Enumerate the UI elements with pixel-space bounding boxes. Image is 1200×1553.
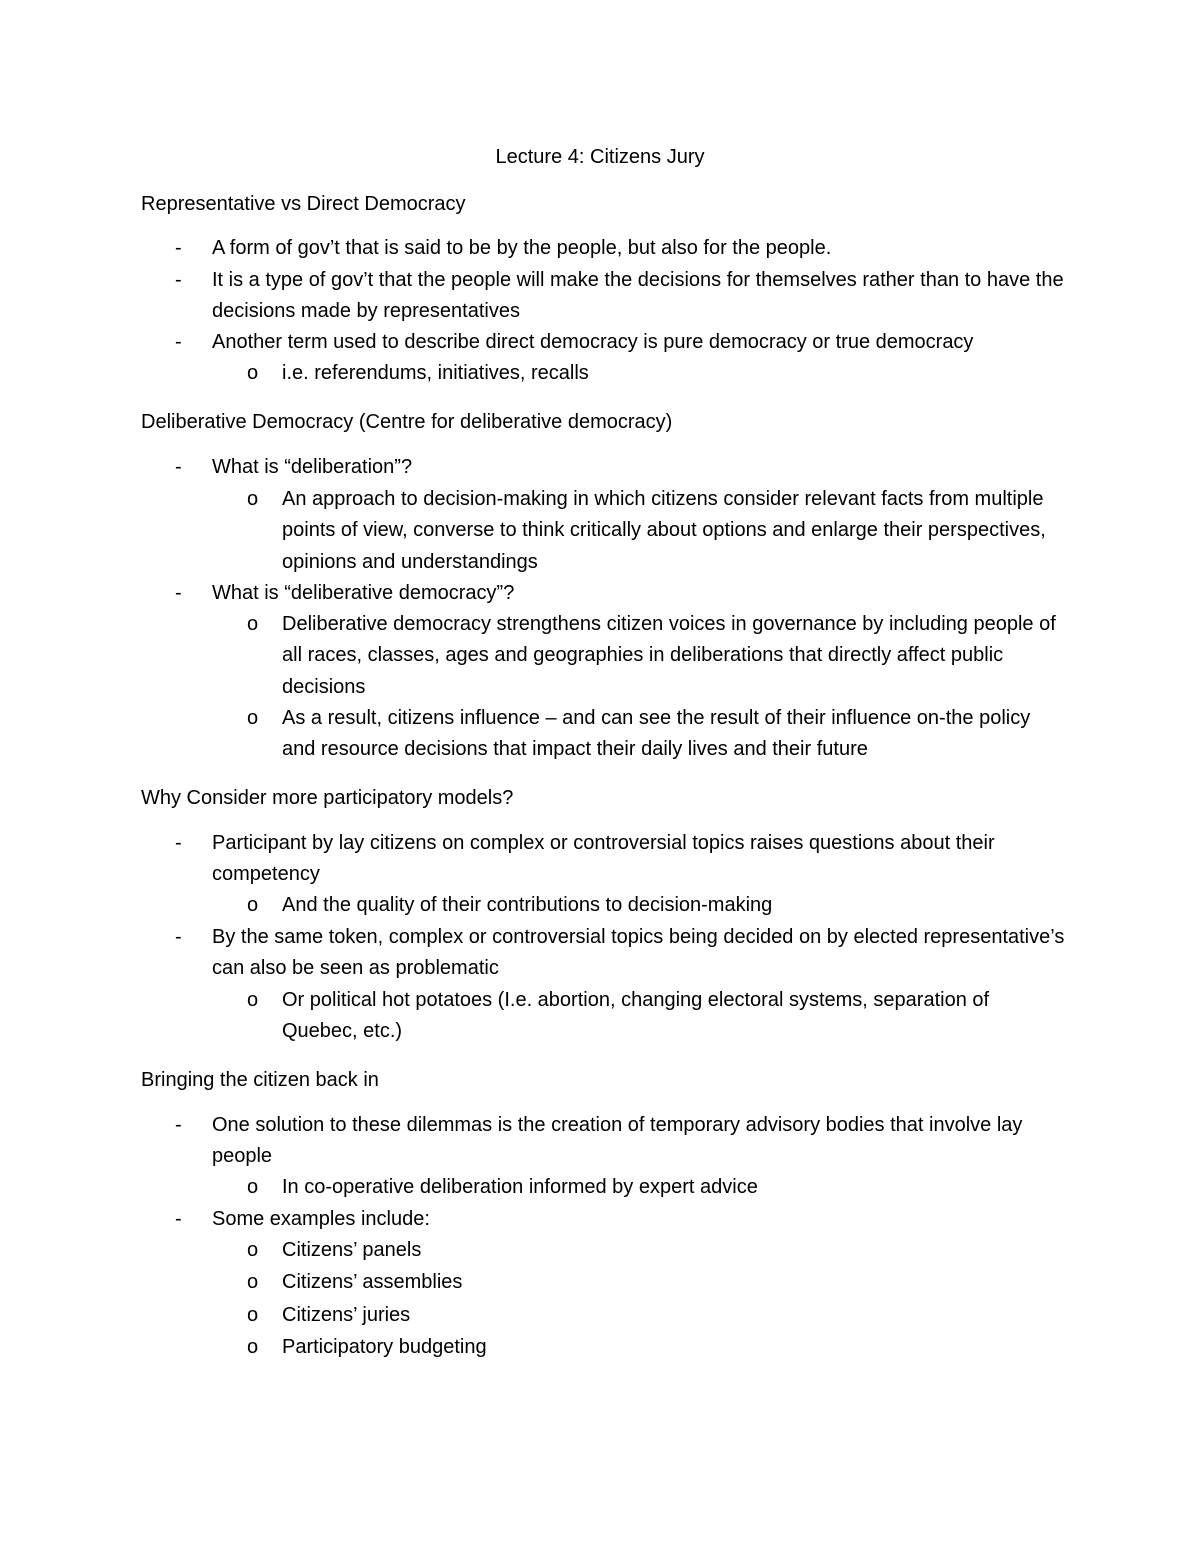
page-title: Lecture 4: Citizens Jury [495, 146, 705, 168]
section-heading: Representative vs Direct Democracy [141, 193, 466, 215]
bullet-item [175, 828, 1065, 891]
bullet-text: In co-operative deliberation informed by expert advice [282, 1176, 758, 1198]
bullet-item [175, 578, 1065, 609]
bullet-text: Citizens’ juries [282, 1304, 411, 1326]
dash-bullet: - [175, 1114, 182, 1136]
section-heading: Bringing the citizen back in [141, 1069, 379, 1091]
circle-bullet: o [247, 1336, 259, 1358]
bullet-item [175, 922, 1065, 985]
sub-bullet-item [247, 358, 1065, 389]
bullet-text: An approach to decision-making in which citizens consider relevant facts from multiple points of view, converse to think critically about options and enlarge their perspectives, opinions and understandings [282, 488, 1046, 573]
circle-bullet: o [247, 488, 259, 510]
sub-bullet-item [247, 1235, 1065, 1266]
bullet-text: As a result, citizens influence – and can see the result of their influence on-the policy and resource decisions that impact their daily lives and their future [282, 707, 1031, 761]
bullet-text: One solution to these dilemmas is the creation of temporary advisory bodies that involve lay people [212, 1114, 1023, 1168]
sub-bullet-item [247, 609, 1065, 703]
bullet-item [175, 265, 1065, 328]
sub-bullet-item [247, 484, 1065, 578]
bullet-item [175, 1204, 1065, 1235]
bullet-text: Citizens’ assemblies [282, 1271, 463, 1293]
bullet-item [175, 1110, 1065, 1173]
circle-bullet: o [247, 1304, 259, 1326]
bullet-item [175, 233, 1065, 264]
bullet-text: Or political hot potatoes (I.e. abortion, changing electoral systems, separation of Quebec, etc.) [282, 989, 990, 1043]
dash-bullet: - [175, 1208, 182, 1230]
dash-bullet: - [175, 237, 182, 259]
circle-bullet: o [247, 362, 259, 384]
sub-bullet-item [247, 1267, 1065, 1298]
bullet-text: i.e. referendums, initiatives, recalls [282, 362, 589, 384]
dash-bullet: - [175, 269, 182, 291]
section-heading: Deliberative Democracy (Centre for deliberative democracy) [141, 411, 673, 433]
bullet-text: What is “deliberation”? [212, 456, 413, 478]
circle-bullet: o [247, 613, 259, 635]
dash-bullet: - [175, 331, 182, 353]
sub-bullet-item [247, 1300, 1065, 1331]
circle-bullet: o [247, 707, 259, 729]
bullet-text: A form of gov’t that is said to be by the people, but also for the people. [212, 237, 832, 259]
bullet-text: And the quality of their contributions to decision-making [282, 894, 773, 916]
sub-bullet-item [247, 890, 1065, 921]
bullet-text: It is a type of gov’t that the people will make the decisions for themselves rather than to have the decisions made by representatives [212, 269, 1064, 323]
circle-bullet: o [247, 989, 259, 1011]
sub-bullet-item [247, 703, 1065, 766]
circle-bullet: o [247, 1176, 259, 1198]
bullet-text: Some examples include: [212, 1208, 430, 1230]
bullet-text: Participant by lay citizens on complex or controversial topics raises questions about their competency [212, 832, 995, 886]
sub-bullet-item [247, 1332, 1065, 1363]
dash-bullet: - [175, 926, 182, 948]
bullet-item [175, 327, 1065, 358]
bullet-text: What is “deliberative democracy”? [212, 582, 515, 604]
bullet-text: Citizens’ panels [282, 1239, 422, 1261]
bullet-item [175, 452, 1065, 483]
circle-bullet: o [247, 1271, 259, 1293]
sub-bullet-item [247, 985, 1065, 1048]
circle-bullet: o [247, 1239, 259, 1261]
circle-bullet: o [247, 894, 259, 916]
dash-bullet: - [175, 832, 182, 854]
bullet-text: Participatory budgeting [282, 1336, 487, 1358]
bullet-text: Another term used to describe direct democracy is pure democracy or true democracy [212, 331, 974, 353]
sub-bullet-item [247, 1172, 1065, 1203]
bullet-text: Deliberative democracy strengthens citizen voices in governance by including people of all races, classes, ages and geographies in deliberations that directly affect public decisions [282, 613, 1056, 698]
dash-bullet: - [175, 456, 182, 478]
section-heading: Why Consider more participatory models? [141, 787, 514, 809]
dash-bullet: - [175, 582, 182, 604]
bullet-text: By the same token, complex or controversial topics being decided on by elected representative’s can also be seen as problematic [212, 926, 1065, 980]
